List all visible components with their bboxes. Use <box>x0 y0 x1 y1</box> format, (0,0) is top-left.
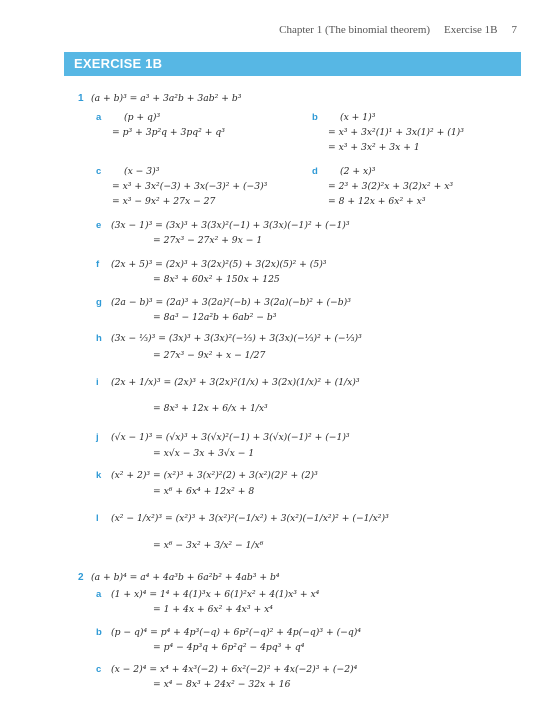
part-label: c <box>96 664 102 675</box>
solution-line: (2x + 5)³ = (2x)³ + 3(2x)²(5) + 3(2x)(5)² + (5)³ <box>111 259 327 270</box>
chapter-title: Chapter 1 (The binomial theorem) <box>279 24 431 36</box>
solution-line: (x − 3)³ <box>124 166 160 177</box>
solution-line: = 27x³ − 9x² + x − 1/27 <box>153 350 266 361</box>
part-label: g <box>96 297 102 308</box>
solution-line: (2 + x)³ <box>340 166 376 177</box>
solution-line: (2a − b)³ = (2a)³ + 3(2a)²(−b) + 3(2a)(−b)² + (−b)³ <box>111 297 351 308</box>
question-stem: (a + b)⁴ = a⁴ + 4a³b + 6a²b² + 4ab³ + b⁴ <box>91 572 280 583</box>
solution-line: (3x − 1)³ = (3x)³ + 3(3x)²(−1) + 3(3x)(−1)² + (−1)³ <box>111 220 350 231</box>
exercise-name: Exercise 1B <box>444 24 498 36</box>
solution-line: = x³ − 9x² + 27x − 27 <box>112 196 216 207</box>
solution-line: (1 + x)⁴ = 1⁴ + 4(1)³x + 6(1)²x² + 4(1)x³ + x⁴ <box>111 589 320 600</box>
solution-line: (3x − ⅓)³ = (3x)³ + 3(3x)²(−⅓) + 3(3x)(−⅓)² + (−⅓)³ <box>111 333 362 344</box>
solution-line: = p⁴ − 4p³q + 6p²q² − 4pq³ + q⁴ <box>153 642 305 653</box>
solution-line: (x² + 2)³ = (x²)³ + 3(x²)²(2) + 3(x²)(2)² + (2)³ <box>111 470 318 481</box>
part-label: a <box>96 112 102 123</box>
part-label: e <box>96 220 102 231</box>
solution-line: (x + 1)³ <box>340 112 376 123</box>
solution-line: = 8 + 12x + 6x² + x³ <box>328 196 426 207</box>
part-label: j <box>96 432 99 443</box>
solution-line: (√x − 1)³ = (√x)³ + 3(√x)²(−1) + 3(√x)(−1)² + (−1)³ <box>111 432 350 443</box>
solution-line: (p − q)⁴ = p⁴ + 4p³(−q) + 6p²(−q)² + 4p(−q)³ + (−q)⁴ <box>111 627 362 638</box>
solution-line: = 8x³ + 60x² + 150x + 125 <box>153 274 280 285</box>
solution-line: = x√x − 3x + 3√x − 1 <box>153 448 255 459</box>
part-label: a <box>96 589 102 600</box>
solution-line: = 2³ + 3(2)²x + 3(2)x² + x³ <box>328 181 454 192</box>
solution-line: = x³ + 3x²(−3) + 3x(−3)² + (−3)³ <box>112 181 268 192</box>
part-label: i <box>96 377 99 388</box>
solution-line: = x⁶ − 3x² + 3/x² − 1/x⁶ <box>153 540 264 551</box>
solution-line: = 1 + 4x + 6x² + 4x³ + x⁴ <box>153 604 273 615</box>
solution-line: = 27x³ − 27x² + 9x − 1 <box>153 235 263 246</box>
solution-line: = x³ + 3x² + 3x + 1 <box>328 142 420 153</box>
exercise-title: EXERCISE 1B <box>74 56 163 71</box>
part-label: c <box>96 166 102 177</box>
solution-line: (2x + 1/x)³ = (2x)³ + 3(2x)²(1/x) + 3(2x)(1/x)² + (1/x)³ <box>111 377 360 388</box>
solution-line: = x⁴ − 8x³ + 24x² − 32x + 16 <box>153 679 291 690</box>
part-label: h <box>96 333 102 344</box>
solution-line: (p + q)³ <box>124 112 161 123</box>
part-label: b <box>312 112 318 123</box>
solution-line: = x⁶ + 6x⁴ + 12x² + 8 <box>153 486 255 497</box>
question-stem: (a + b)³ = a³ + 3a²b + 3ab² + b³ <box>91 93 242 104</box>
page-header <box>279 24 517 36</box>
page-number: 7 <box>511 24 517 36</box>
question-number: 2 <box>78 572 84 583</box>
solution-line: = 8a³ − 12a²b + 6ab² − b³ <box>153 312 277 323</box>
part-label: f <box>96 259 100 270</box>
part-label: k <box>96 470 102 481</box>
solution-line: = 8x³ + 12x + 6/x + 1/x³ <box>153 403 268 414</box>
part-label: l <box>96 513 99 524</box>
solution-line: = x³ + 3x²(1)¹ + 3x(1)² + (1)³ <box>328 127 464 138</box>
solution-line: = p³ + 3p²q + 3pq² + q³ <box>112 127 225 138</box>
solution-line: (x² − 1/x²)³ = (x²)³ + 3(x²)²(−1/x²) + 3(x²)(−1/x²)² + (−1/x²)³ <box>111 513 389 524</box>
part-label: d <box>312 166 318 177</box>
exercise-banner <box>64 52 521 76</box>
solution-line: (x − 2)⁴ = x⁴ + 4x³(−2) + 6x²(−2)² + 4x(−2)³ + (−2)⁴ <box>111 664 358 675</box>
part-label: b <box>96 627 102 638</box>
question-number: 1 <box>78 93 84 104</box>
